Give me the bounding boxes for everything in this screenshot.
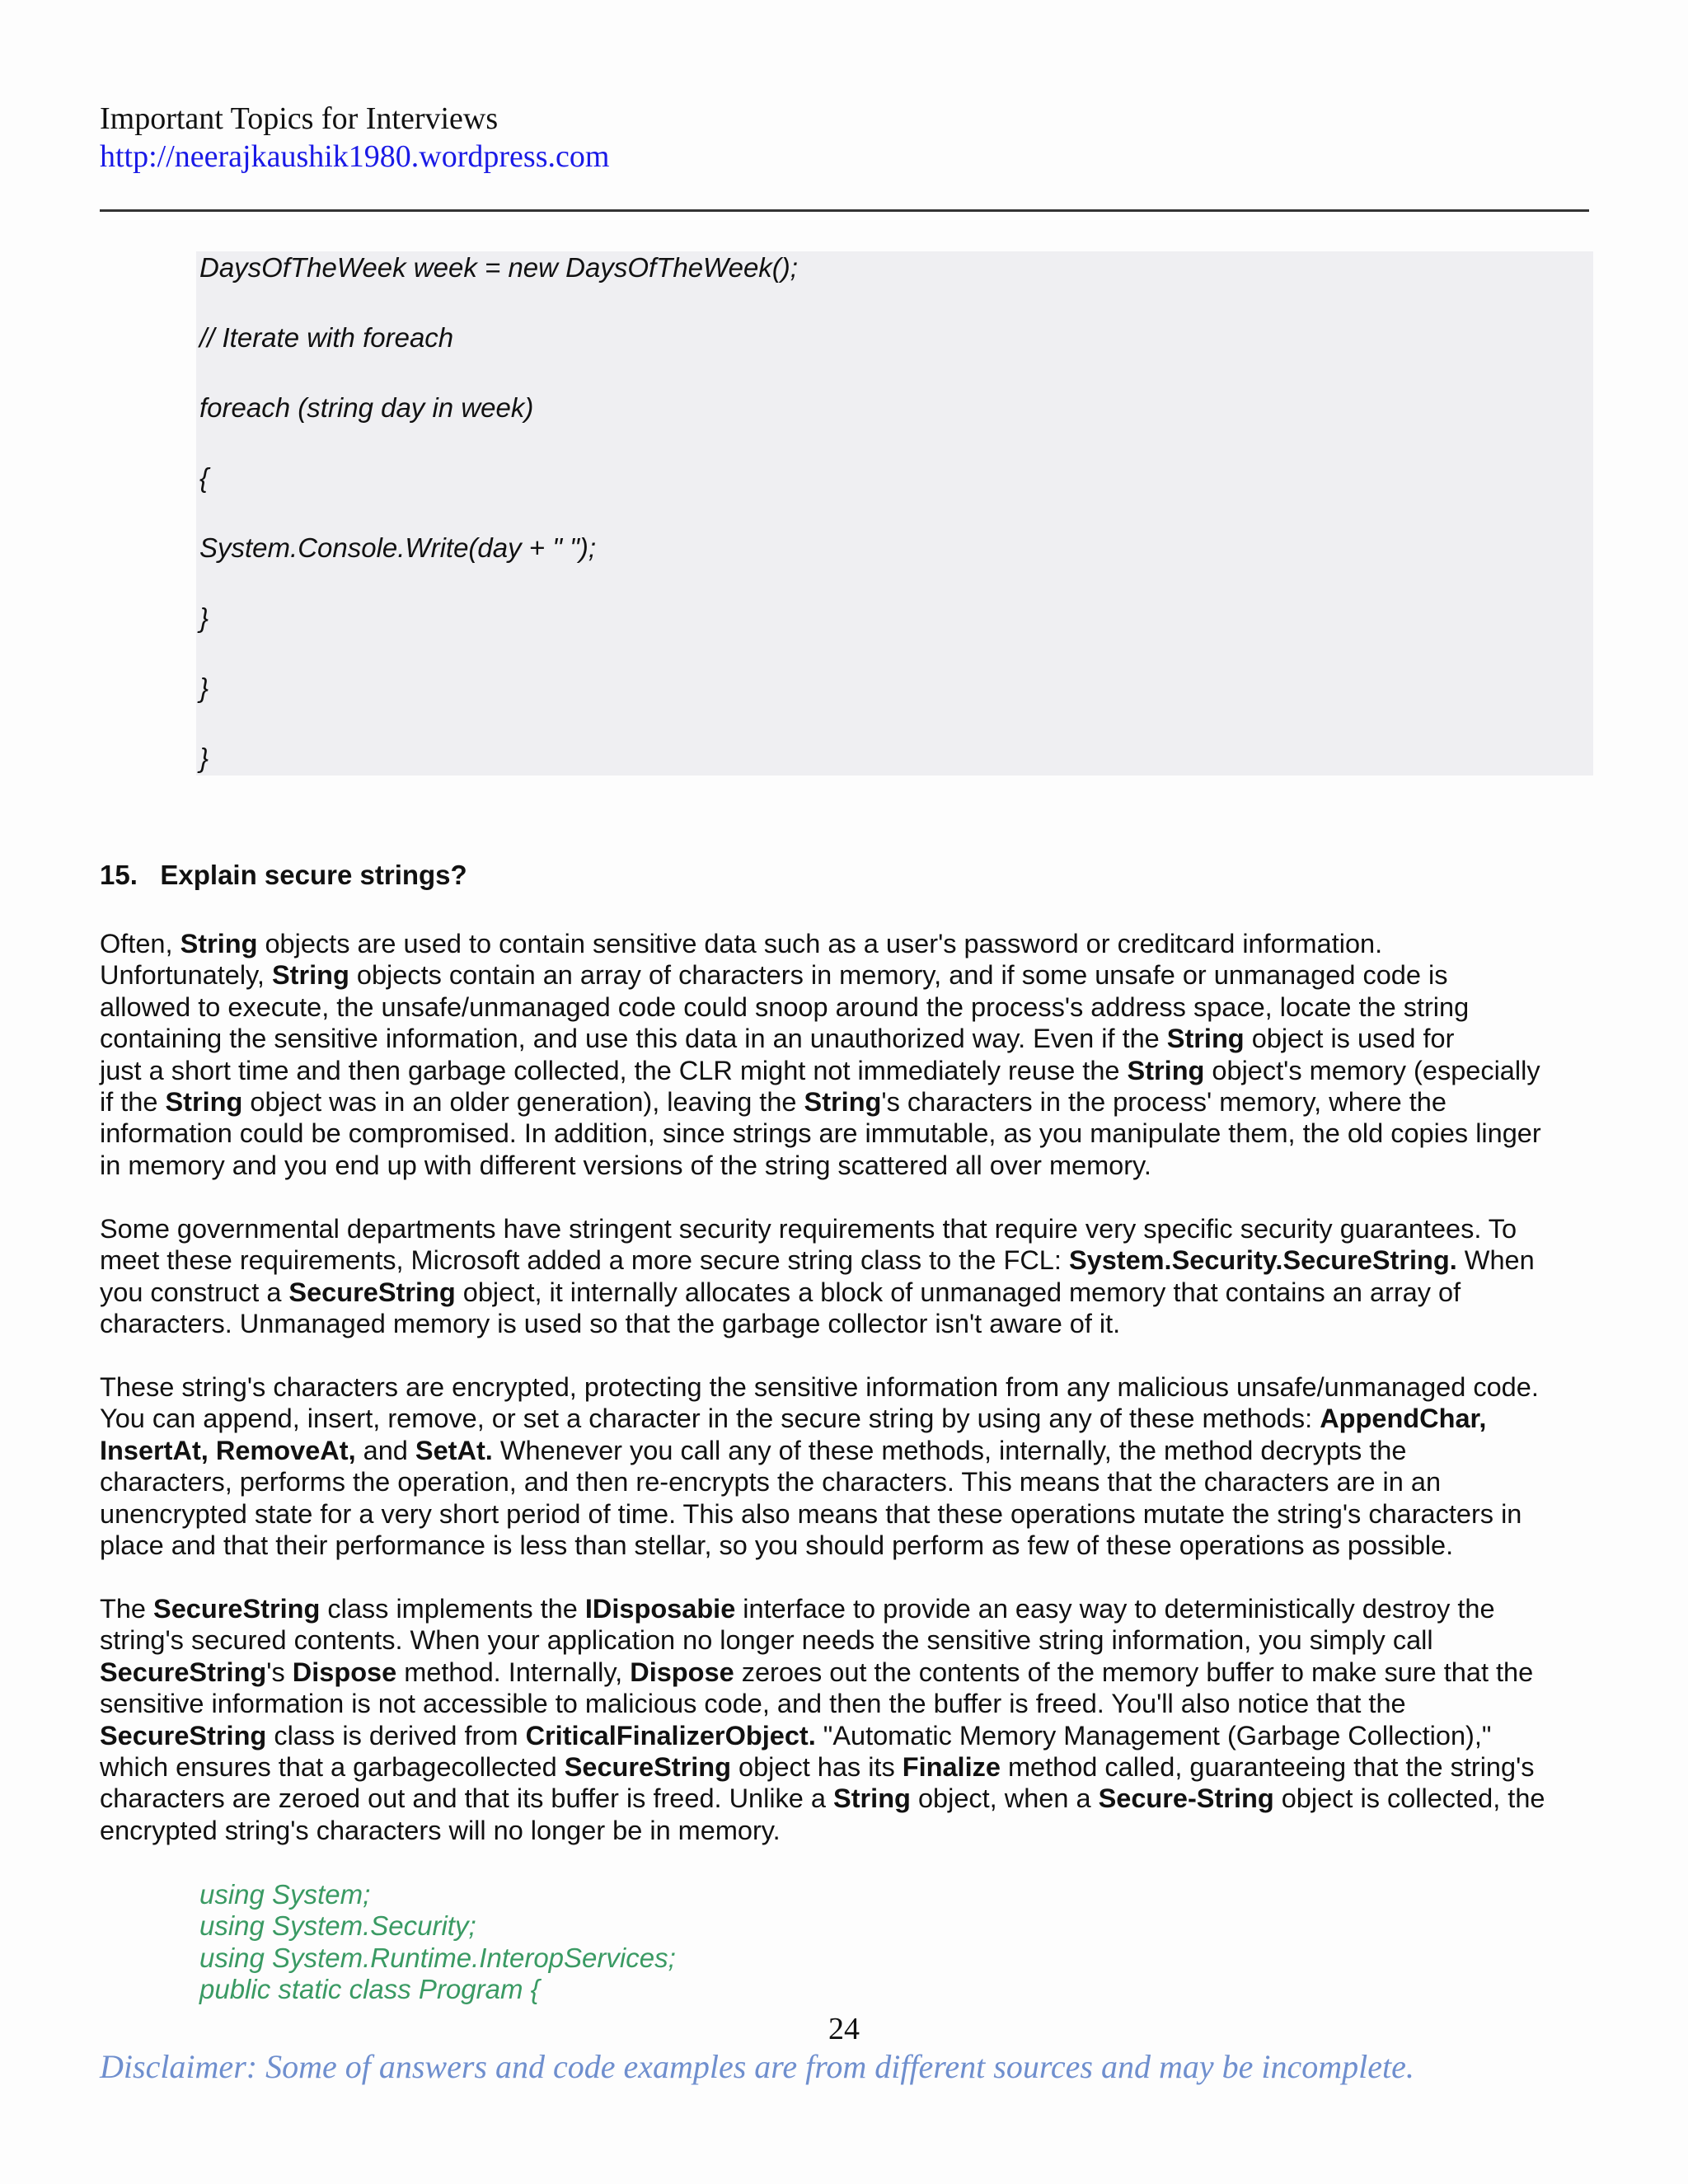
bold-term: InsertAt, RemoveAt, xyxy=(100,1435,356,1465)
bold-term: String xyxy=(804,1086,882,1117)
text-run: and xyxy=(355,1435,415,1465)
text-run: object has its xyxy=(731,1751,903,1782)
text-run: string's secured contents. When your application no longer needs the sensitive string information, you simply call xyxy=(100,1625,1433,1656)
header-divider xyxy=(100,209,1589,212)
text-run: 's characters in the process' memory, where the xyxy=(881,1086,1447,1117)
text-run: zeroes out the contents of the memory buffer to make sure that the xyxy=(734,1657,1534,1687)
text-run: class implements the xyxy=(320,1594,585,1624)
bold-term: SecureString xyxy=(153,1594,321,1624)
paragraph-line xyxy=(100,1150,1596,1181)
text-run: if the xyxy=(100,1086,166,1117)
bold-term: System.Security.SecureString. xyxy=(1068,1245,1457,1276)
text-run: just a short time and then garbage collected, the CLR might not immediately reuse the xyxy=(100,1055,1128,1085)
paragraph-line xyxy=(100,1118,1596,1149)
disclaimer: Disclaimer: Some of answers and code examples are from different sources and may be incomplete. xyxy=(100,2048,1414,2085)
header-title: Important Topics for Interviews xyxy=(100,101,499,136)
text-run: object, it internally allocates a block of unmanaged memory that contains an array of xyxy=(455,1277,1461,1307)
paragraph-line xyxy=(100,1466,1596,1497)
text-run: place and that their performance is less than stellar, so you should perform as few of these operations as possible. xyxy=(100,1530,1454,1560)
text-run: you construct a xyxy=(100,1277,289,1307)
paragraph-line xyxy=(100,1751,1596,1783)
text-run: objects are used to contain sensitive data such as a user's password or creditcard information. xyxy=(257,929,1383,958)
text-run: You can append, insert, remove, or set a character in the secure string by using any of these methods: xyxy=(100,1404,1320,1434)
text-run: containing the sensitive information, and use this data in an unauthorized way. Even if the xyxy=(100,1024,1167,1054)
text-run: unencrypted state for a very short period of time. This also means that these operations mutate the string's characters in xyxy=(100,1498,1522,1529)
text-run: Whenever you call any of these methods, internally, the method decrypts the xyxy=(492,1435,1407,1465)
code-line: } xyxy=(199,602,209,633)
text-run: information could be compromised. In addition, since strings are immutable, as you manipulate them, the old copies linger xyxy=(100,1118,1541,1149)
paragraph-line xyxy=(100,1213,1596,1244)
header-link[interactable]: http://neerajkaushik1980.wordpress.com xyxy=(100,139,610,174)
paragraph-line xyxy=(100,1624,1596,1656)
paragraph xyxy=(100,1213,1596,1340)
paragraph-line xyxy=(100,1783,1596,1814)
text-run: interface to provide an easy way to deterministically destroy the xyxy=(735,1594,1495,1624)
text-run: characters. Unmanaged memory is used so that the garbage collector isn't aware of it. xyxy=(100,1309,1121,1339)
text-run: allowed to execute, the unsafe/unmanaged code could snoop around the process's address space, locate the string xyxy=(100,991,1470,1022)
code-line: DaysOfTheWeek week = new DaysOfTheWeek(); xyxy=(199,252,798,283)
bold-term: IDisposabie xyxy=(584,1594,736,1624)
bold-term: SetAt. xyxy=(415,1435,493,1465)
text-run: When xyxy=(1456,1245,1535,1276)
bold-term: Finalize xyxy=(902,1751,1001,1782)
code-line: using System; xyxy=(199,1879,371,1910)
paragraph xyxy=(100,928,1596,1181)
text-run: characters are zeroed out and that its buffer is freed. Unlike a xyxy=(100,1783,834,1814)
paragraph-line xyxy=(100,1403,1596,1434)
question-heading xyxy=(100,859,467,892)
paragraph-line xyxy=(100,1498,1596,1530)
bold-term: CriticalFinalizerObject. xyxy=(525,1720,816,1750)
code-line: foreach (string day in week) xyxy=(199,392,534,423)
paragraph-line xyxy=(100,1688,1596,1719)
bold-term: String xyxy=(180,929,258,958)
text-run: encrypted string's characters will no longer be in memory. xyxy=(100,1815,781,1845)
paragraph-line xyxy=(100,928,1596,959)
paragraph-line xyxy=(100,1277,1596,1308)
text-run: in memory and you end up with different versions of the string scattered all over memory. xyxy=(100,1150,1151,1180)
text-run: These string's characters are encrypted, protecting the sensitive information from any malicious unsafe/unmanaged code. xyxy=(100,1372,1539,1402)
text-run: object's memory (especially xyxy=(1204,1055,1540,1085)
code-line: public static class Program { xyxy=(199,1974,540,2004)
paragraph xyxy=(100,1371,1596,1561)
text-run: "Automatic Memory Management (Garbage Collection)," xyxy=(815,1720,1492,1750)
bold-term: SecureString xyxy=(100,1720,267,1750)
code-line: { xyxy=(199,462,209,493)
text-run: 's xyxy=(266,1657,293,1687)
text-run: Unfortunately, xyxy=(100,960,272,991)
text-run: The xyxy=(100,1594,154,1624)
code-line: using System.Runtime.InteropServices; xyxy=(199,1943,676,1973)
paragraph-line xyxy=(100,1308,1596,1339)
paragraph-line xyxy=(100,1657,1596,1688)
question-title: Explain secure strings? xyxy=(160,860,467,890)
bold-term: Secure-String xyxy=(1098,1783,1274,1814)
text-run: meet these requirements, Microsoft added a more secure string class to the FCL: xyxy=(100,1245,1069,1276)
code-line: } xyxy=(199,743,209,773)
text-run: objects contain an array of characters in memory, and if some unsafe or unmanaged code is xyxy=(349,960,1448,991)
text-run: method called, guaranteeing that the string's xyxy=(1000,1751,1535,1782)
code-line: System.Console.Write(day + " "); xyxy=(199,532,596,563)
paragraph-line xyxy=(100,1023,1596,1054)
bold-term: String xyxy=(1127,1055,1205,1085)
paragraph-line xyxy=(100,1530,1596,1561)
paragraph-line xyxy=(100,959,1596,991)
text-run: method. Internally, xyxy=(396,1657,631,1687)
text-run: object, when a xyxy=(910,1783,1099,1814)
paragraph-line xyxy=(100,1720,1596,1751)
paragraph-line xyxy=(100,1815,1596,1846)
text-run: Some governmental departments have stringent security requirements that require very specific security guarantees. To xyxy=(100,1214,1517,1244)
text-run: object is collected, the xyxy=(1273,1783,1545,1814)
bold-term: String xyxy=(165,1086,243,1117)
bold-term: SecureString xyxy=(288,1277,456,1307)
bold-term: AppendChar, xyxy=(1320,1404,1487,1434)
text-run: object was in an older generation), leaving the xyxy=(242,1086,804,1117)
code-line: } xyxy=(199,673,209,703)
text-run: sensitive information is not accessible to malicious code, and then the buffer is freed. You'll also notice that the xyxy=(100,1689,1406,1719)
bold-term: String xyxy=(833,1783,911,1814)
bold-term: Dispose xyxy=(630,1657,734,1687)
text-run: Often, xyxy=(100,929,181,958)
paragraph-line xyxy=(100,1055,1596,1086)
text-run: object is used for xyxy=(1244,1024,1455,1054)
page-number: 24 xyxy=(828,2012,860,2046)
paragraph-line xyxy=(100,991,1596,1023)
paragraph-line xyxy=(100,1435,1596,1466)
bold-term: String xyxy=(1166,1024,1245,1054)
text-run: which ensures that a garbagecollected xyxy=(100,1751,565,1782)
bold-term: String xyxy=(271,960,349,991)
bold-term: Dispose xyxy=(292,1657,397,1687)
bold-term: SecureString xyxy=(100,1657,267,1687)
text-run: characters, performs the operation, and then re-encrypts the characters. This means that the characters are in an xyxy=(100,1467,1442,1497)
paragraph-line xyxy=(100,1593,1596,1624)
question-number: 15. xyxy=(100,860,138,890)
paragraph-line xyxy=(100,1086,1596,1118)
code-line: using System.Security; xyxy=(199,1910,476,1941)
text-run: class is derived from xyxy=(266,1720,526,1750)
paragraph-line xyxy=(100,1244,1596,1276)
code-line: // Iterate with foreach xyxy=(199,322,454,353)
paragraph xyxy=(100,1593,1596,1846)
paragraph-line xyxy=(100,1371,1596,1403)
bold-term: SecureString xyxy=(564,1751,731,1782)
